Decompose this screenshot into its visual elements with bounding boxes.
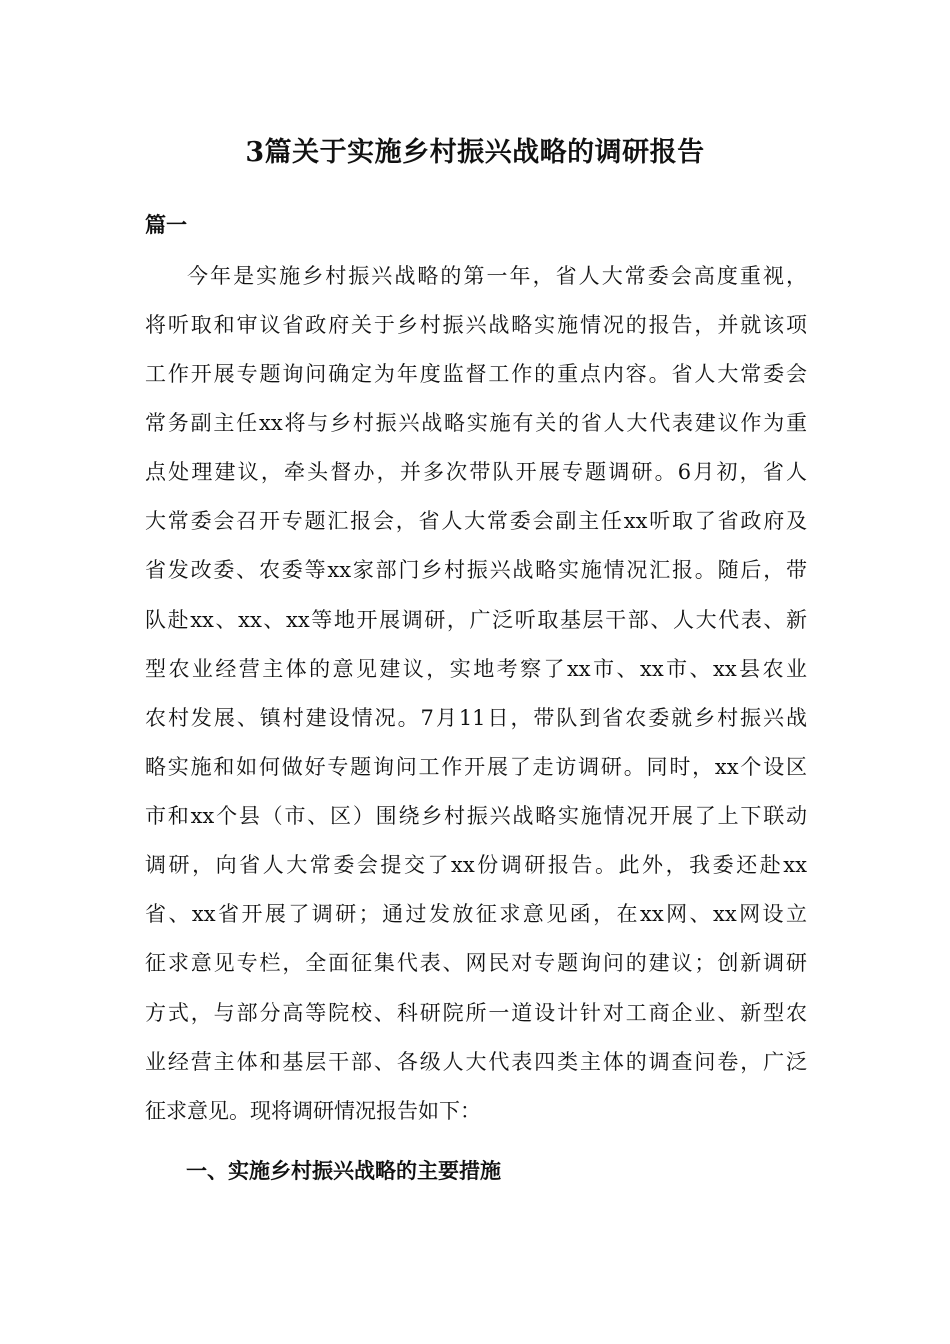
paragraph-line: 型农业经营主体的意见建议，实地考察了xx市、xx市、xx县农业 xyxy=(145,657,807,681)
section-heading: 一、实施乡村振兴战略的主要措施 xyxy=(186,1158,501,1183)
paragraph-line: 工作开展专题询问确定为年度监督工作的重点内容。省人大常委会 xyxy=(145,362,807,386)
paragraph-line: 省、xx省开展了调研；通过发放征求意见函，在xx网、xx网设立 xyxy=(145,902,807,926)
paragraph-line: 农村发展、镇村建设情况。7月11日，带队到省农委就乡村振兴战 xyxy=(145,706,807,730)
paragraph-line: 征求意见专栏，全面征集代表、网民对专题询问的建议；创新调研 xyxy=(145,951,807,975)
paragraph-line: 市和xx个县（市、区）围绕乡村振兴战略实施情况开展了上下联动 xyxy=(145,804,807,828)
paragraph-line: 大常委会召开专题汇报会，省人大常委会副主任xx听取了省政府及 xyxy=(145,509,807,533)
paragraph-line: 常务副主任xx将与乡村振兴战略实施有关的省人大代表建议作为重 xyxy=(145,411,807,435)
paragraph-line: 略实施和如何做好专题询问工作开展了走访调研。同时，xx个设区 xyxy=(145,755,807,779)
paragraph-line: 方式，与部分高等院校、科研院所一道设计针对工商企业、新型农 xyxy=(145,1001,807,1025)
paragraph-line: 点处理建议，牵头督办，并多次带队开展专题调研。6月初，省人 xyxy=(145,460,807,484)
paragraph-line: 调研，向省人大常委会提交了xx份调研报告。此外，我委还赴xx xyxy=(145,853,807,877)
paragraph-line: 业经营主体和基层干部、各级人大代表四类主体的调查问卷，广泛 xyxy=(145,1050,807,1074)
paragraph-line: 今年是实施乡村振兴战略的第一年，省人大常委会高度重视， xyxy=(187,264,807,288)
section-label: 篇一 xyxy=(145,212,187,237)
document-title: 3篇关于实施乡村振兴战略的调研报告 xyxy=(245,137,705,168)
paragraph-line: 省发改委、农委等xx家部门乡村振兴战略实施情况汇报。随后，带 xyxy=(145,558,807,582)
paragraph-line: 队赴xx、xx、xx等地开展调研，广泛听取基层干部、人大代表、新 xyxy=(145,608,807,632)
paragraph-line: 将听取和审议省政府关于乡村振兴战略实施情况的报告，并就该项 xyxy=(145,313,807,337)
paragraph-line: 征求意见。现将调研情况报告如下： xyxy=(145,1099,481,1123)
